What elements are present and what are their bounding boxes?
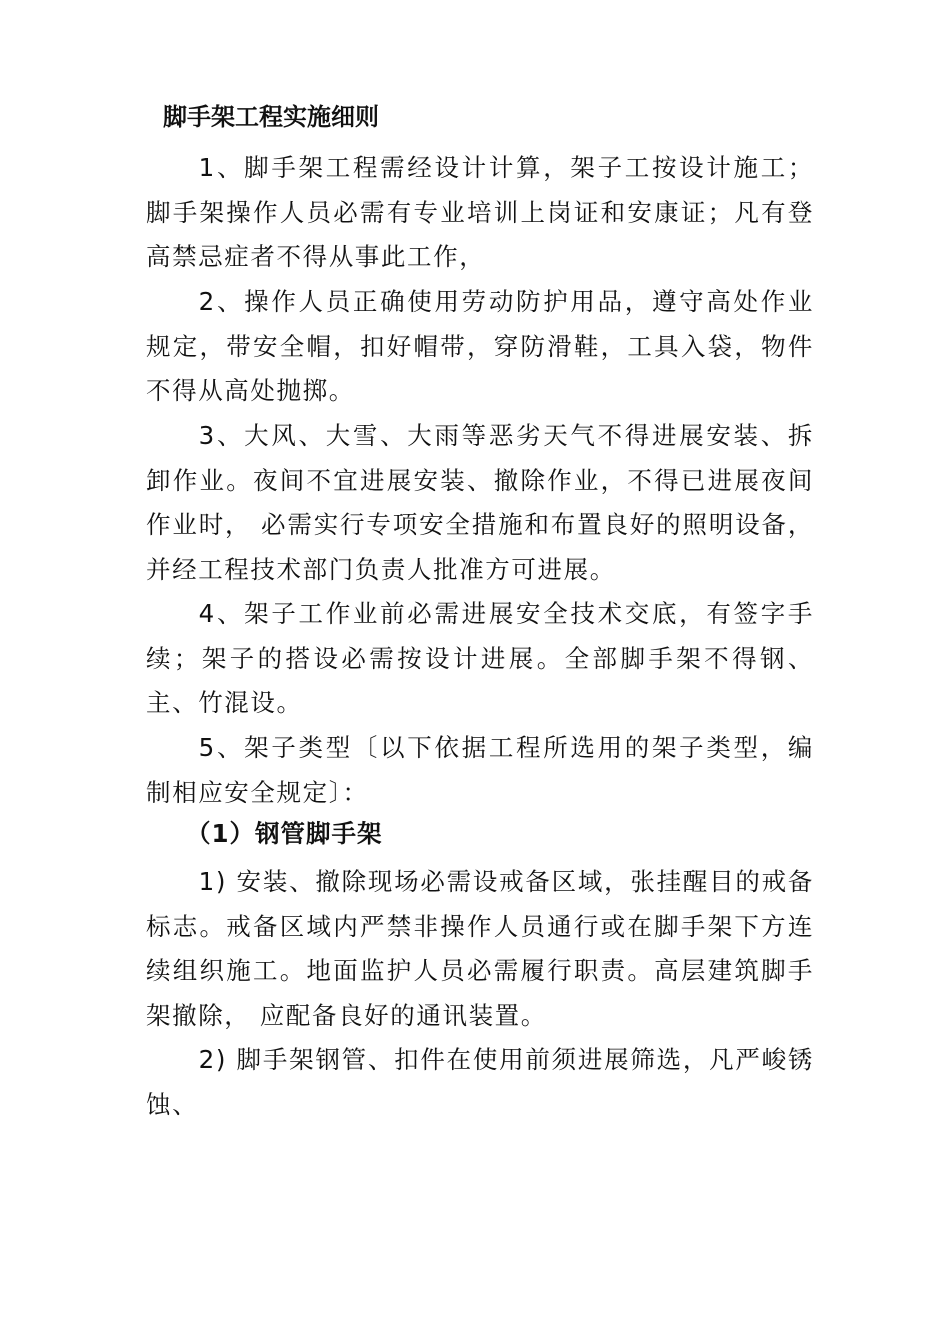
paragraph-4: 4、架子工作业前必需进展安全技术交底，有签字手续；架子的搭设必需按设计进展。全部脚手架不得钢、主、竹混设。: [146, 599, 814, 718]
paragraph-1: 1、脚手架工程需经设计计算，架子工按设计施工；脚手架操作人员必需有专业培训上岗证和安康证；凡有登高禁忌症者不得从事此工作，: [146, 153, 814, 272]
document-title: 脚手架工程实施细则: [163, 103, 379, 131]
paragraph-5: 5、架子类型〔以下依据工程所选用的架子类型，编制相应安全规定〕：: [146, 733, 814, 807]
subheading-steel-pipe-scaffold: （1）钢管脚手架: [186, 819, 383, 848]
paragraph-2: 2、操作人员正确使用劳动防护用品，遵守高处作业规定，带安全帽，扣好帽带，穿防滑鞋，工具入袋，物件不得从高处抛掷。: [146, 287, 814, 406]
subitem-2: 2) 脚手架钢管、扣件在使用前须进展筛选，凡严峻锈蚀、: [146, 1045, 814, 1119]
paragraph-3: 3、大风、大雪、大雨等恶劣天气不得进展安装、拆卸作业。夜间不宜进展安装、撤除作业，不得已进展夜间作业时， 必需实行专项安全措施和布置良好的照明设备，并经工程技术部门负责人批准方可进展。: [146, 421, 814, 584]
subitem-1: 1) 安装、撤除现场必需设戒备区域，张挂醒目的戒备标志。戒备区域内严禁非操作人员通行或在脚手架下方连续组织施工。地面监护人员必需履行职责。高层建筑脚手架撤除， 应配备良好的通讯装置。: [146, 867, 814, 1030]
